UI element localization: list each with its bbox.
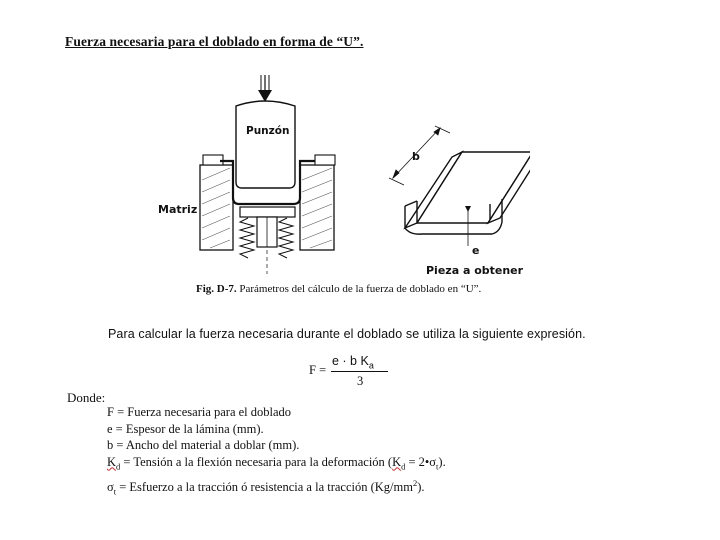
formula-lhs: F = xyxy=(309,363,327,377)
finished-piece xyxy=(405,147,530,234)
die-label: Matriz xyxy=(158,203,198,216)
definition-f: F = Fuerza necesaria para el doblado xyxy=(107,405,292,419)
figure-caption xyxy=(196,283,481,295)
spring-left xyxy=(240,218,254,258)
definition-b: b = Ancho del material a doblar (mm). xyxy=(107,438,300,452)
b-label: b xyxy=(412,150,420,163)
page-title: Fuerza necesaria para el doblado en forma de “U”. xyxy=(65,34,364,49)
bending-diagram xyxy=(150,70,530,280)
donde-heading: Donde: xyxy=(67,390,106,405)
punch-label: Punzón xyxy=(246,125,290,137)
spring-right xyxy=(279,218,293,258)
e-label: e xyxy=(472,244,480,257)
die-left xyxy=(200,155,233,250)
caption-text: Parámetros del cálculo de la fuerza de doblado en “U”. xyxy=(236,283,482,295)
formula-numerator: e · b $K_a$ xyxy=(332,354,374,371)
force-arrow-icon xyxy=(258,75,272,102)
formula-denominator: 3 xyxy=(357,374,364,388)
ka-symbol: $K_d$ xyxy=(107,454,121,471)
definition-sigma: $\sigma_t$ = Esfuerzo a la tracción ó resistencia a la tracción $(Kg/mm^2)$. xyxy=(107,477,425,497)
die-right xyxy=(300,155,335,250)
formula xyxy=(309,354,429,394)
fraction-bar xyxy=(331,371,388,372)
piece-label: Pieza a obtener xyxy=(426,264,524,277)
definition-ka: $K_d$ = Tensión a la flexión necesaria para la deformación ($K_d$ = $2•\sigma_t$). xyxy=(107,454,446,471)
punch xyxy=(236,101,295,174)
definitions-list xyxy=(107,404,446,500)
intro-text: Para calcular la fuerza necesaria durante el doblado se utiliza la siguiente expresión. xyxy=(108,327,586,341)
caption-ref: Fig. D-7. xyxy=(196,283,237,295)
ka-symbol-2: $K_d$ xyxy=(392,454,406,471)
definition-e: e = Espesor de la lámina (mm). xyxy=(107,421,264,436)
